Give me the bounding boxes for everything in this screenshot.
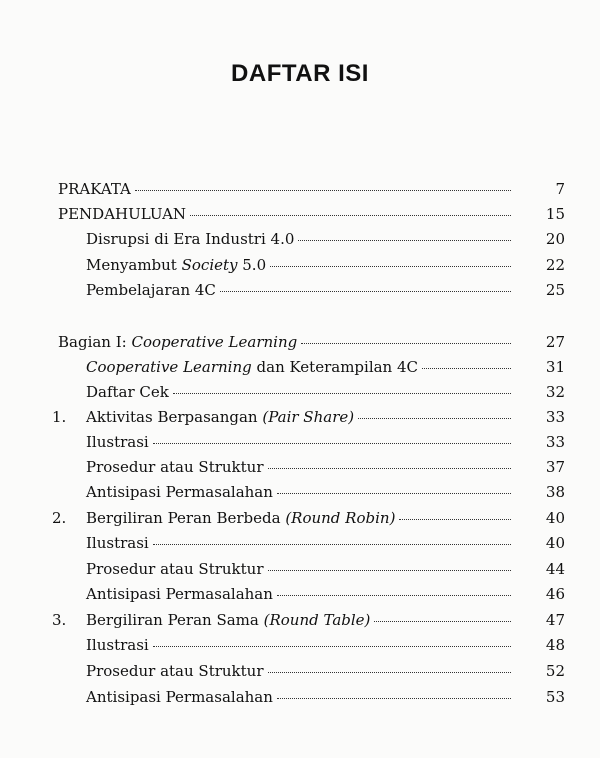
toc-entry-text: Menyambut [86,256,182,274]
dot-leader [153,442,511,444]
toc-entry[interactable] [0,383,600,407]
toc-entry-label [86,483,275,501]
toc-entry-emphasis: Cooperative Learning [86,358,252,376]
toc-page-number: 40 [545,509,565,527]
toc-entry[interactable] [0,534,600,558]
dot-leader [268,671,512,673]
dot-leader [277,492,511,494]
toc-entry-text: Daftar Cek [86,383,169,401]
toc-entry-text: Antisipasi Permasalahan [86,585,273,603]
toc-entry-label [86,281,218,299]
dot-leader [220,290,511,292]
toc-page-number: 31 [545,358,565,376]
toc-entry-label [86,688,275,706]
toc-entry[interactable] [0,358,600,382]
toc-entry[interactable] [0,458,600,482]
toc-entry-text: Pembelajaran 4C [86,281,216,299]
toc-page-number: 44 [545,560,565,578]
toc-entry[interactable] [0,433,600,457]
dot-leader [190,214,511,216]
toc-entry-label [86,662,266,680]
toc-entry-text: Aktivitas Berpasangan [86,408,263,426]
toc-page-number: 25 [545,281,565,299]
toc-page-number: 47 [545,611,565,629]
toc-entry[interactable] [0,408,600,432]
toc-entry-text: 5.0 [237,256,267,274]
toc-entry-label [58,180,133,198]
toc-entry[interactable] [0,611,600,635]
toc-entry[interactable] [0,333,600,357]
toc-page-number: 40 [545,534,565,552]
toc-entry[interactable] [0,205,600,229]
toc-entry-text: Ilustrasi [86,636,149,654]
dot-leader [270,265,511,267]
toc-entry[interactable] [0,256,600,280]
toc-entry-label [86,256,268,274]
toc-entry-emphasis: Society [181,256,238,274]
toc-page-number: 37 [545,458,565,476]
toc-entry-emphasis: (Round Robin) [285,509,396,527]
toc-entry-text: Prosedur atau Struktur [86,458,264,476]
dot-leader [268,569,512,571]
toc-entry-label [86,458,266,476]
dot-leader [298,239,511,241]
toc-entry-text: Antisipasi Permasalahan [86,688,273,706]
toc-entry-emphasis: (Pair Share) [262,408,355,426]
toc-entry-text: dan Keterampilan 4C [251,358,419,376]
toc-entry[interactable] [0,281,600,305]
toc-entry-text: Bergiliran Peran Berbeda [86,509,286,527]
toc-entry-label [86,433,151,451]
toc-entry-text: PRAKATA [58,180,131,198]
toc-page-number: 48 [545,636,565,654]
dot-leader [135,189,511,191]
toc-entry-label [86,611,372,629]
toc-entry[interactable] [0,662,600,686]
toc-page-number: 33 [545,408,565,426]
toc-entry-label [86,509,397,527]
toc-entry-emphasis: Cooperative Learning [131,333,298,351]
toc-page-number: 33 [545,433,565,451]
toc-entry-text: Prosedur atau Struktur [86,560,264,578]
toc-entry-label [86,585,275,603]
toc-entry[interactable] [0,180,600,204]
toc-page-number: 27 [545,333,565,351]
toc-page-number: 38 [545,483,565,501]
toc-entry-text: Ilustrasi [86,433,149,451]
dot-leader [153,645,511,647]
toc-entry[interactable] [0,688,600,712]
page-title: DAFTAR ISI [231,60,369,87]
dot-leader [422,367,511,369]
toc-page-number: 20 [545,230,565,248]
toc-entry-emphasis: (Round Table) [263,611,371,629]
toc-page-number: 52 [545,662,565,680]
toc-entry-label [86,636,151,654]
toc-entry[interactable] [0,560,600,584]
dot-leader [358,417,511,419]
toc-page-number: 22 [545,256,565,274]
toc-entry-text: Prosedur atau Struktur [86,662,264,680]
toc-entry[interactable] [0,636,600,660]
toc-entry-label [86,383,171,401]
dot-leader [268,467,512,469]
toc-entry-label [86,560,266,578]
toc-entry-text: Bagian I: [58,333,132,351]
dot-leader [277,594,511,596]
toc-entry-label [86,408,356,426]
toc-entry-text: Antisipasi Permasalahan [86,483,273,501]
toc-entry-text: PENDAHULUAN [58,205,187,223]
toc-page-number: 46 [545,585,565,603]
toc-entry[interactable] [0,483,600,507]
toc-entry[interactable] [0,585,600,609]
dot-leader [399,518,511,520]
toc-entry-label [86,534,151,552]
toc-entry-number: 2. [52,509,67,527]
toc-entry-number: 1. [52,408,67,426]
toc-entry-label [58,205,188,223]
toc-entry-label [86,230,296,248]
dot-leader [173,392,511,394]
dot-leader [301,342,511,344]
toc-entry-text: Disrupsi di Era Industri 4.0 [86,230,295,248]
toc-entry-text: Bergiliran Peran Sama [86,611,264,629]
toc-page-number: 15 [545,205,565,223]
toc-entry-label [58,333,299,351]
toc-entry-text: Ilustrasi [86,534,149,552]
toc-page-number: 32 [545,383,565,401]
toc-page-number: 7 [555,180,565,198]
dot-leader [277,697,511,699]
dot-leader [153,543,511,545]
dot-leader [374,620,511,622]
toc-entry[interactable] [0,509,600,533]
toc-entry[interactable] [0,230,600,254]
toc-page-number: 53 [545,688,565,706]
toc-entry-number: 3. [52,611,67,629]
toc-entry-label [86,358,420,376]
